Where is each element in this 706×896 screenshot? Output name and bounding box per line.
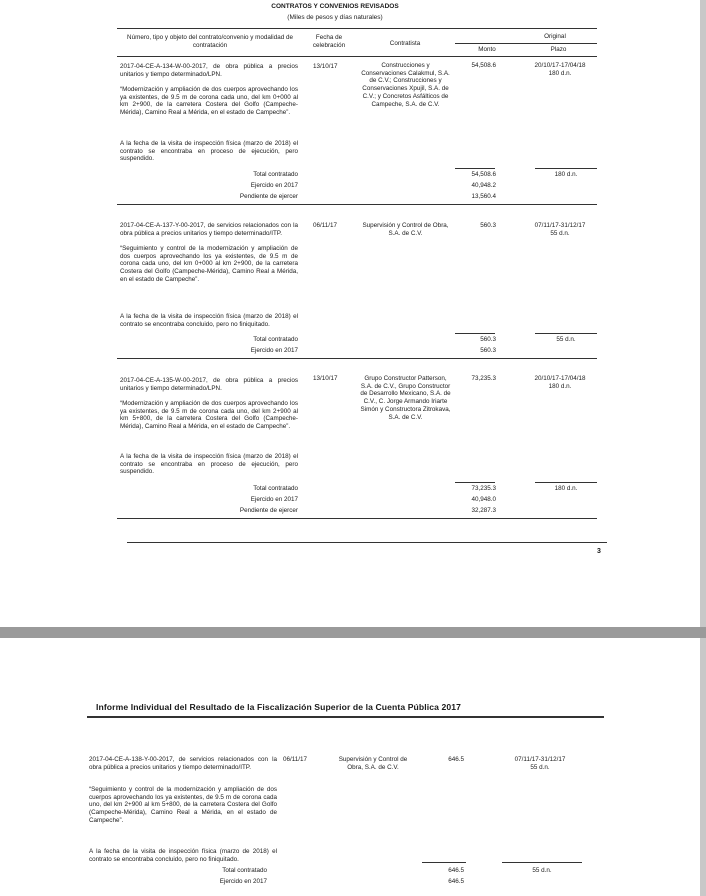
contract-objective: “Seguimiento y control de la modernización y ampliación de dos cuerpos aprovechando los ya existentes, de 9.5 m de corona cada uno, del km 2+900 al km 5+800, de la carretera Costera del Golfo (Campeche-Mérida), Camino Real a Mérida, en el estado de Campeche”. xyxy=(89,786,277,824)
contract-status-note: A la fecha de la visita de inspección física (marzo de 2018) el contrato se encontraba en proceso de ejecución, pero suspendido. xyxy=(120,140,298,163)
total-label: Ejercido en 2017 xyxy=(250,182,298,189)
total-value: 646.5 xyxy=(448,878,464,885)
total-rule xyxy=(502,862,582,863)
total-value: 646.5 xyxy=(448,867,464,874)
contract-description: 2017-04-CE-A-135-W-00-2017, de obra pública a precios unitarios y tiempo determinado/LPN. xyxy=(120,377,298,392)
contract-contractor: Supervisión y Control de Obra, S.A. de C.V. xyxy=(362,222,449,237)
total-value: 73,235.3 xyxy=(471,485,496,492)
header-contratista: Contratista xyxy=(389,40,421,47)
contract-objective: “Modernización y ampliación de dos cuerpos aprovechando los ya existentes, de 9.5 m de corona cada uno, del km 2+900 al km 5+800, de la carretera Costera del Golfo (Campeche-Mérida), Camino Real a Mérida, en el estado de Campeche”. xyxy=(120,400,298,431)
contract-date: 06/11/17 xyxy=(283,756,308,763)
total-label: Total contratado xyxy=(253,485,298,492)
contract-period-days: 180 d.n. xyxy=(548,70,572,77)
row-separator xyxy=(117,518,597,519)
contract-amount: 646.5 xyxy=(448,756,464,763)
total-rule xyxy=(422,862,466,863)
contract-description: 2017-04-CE-A-138-Y-00-2017, de servicios relacionados con la obra pública a precios unitarios y tiempo determinado/ITP. xyxy=(89,756,277,771)
total-plazo: 180 d.n. xyxy=(554,171,578,178)
contract-period-days: 55 d.n. xyxy=(550,230,570,237)
contract-objective: “Seguimiento y control de la modernización y ampliación de dos cuerpos aprovechando los ya existentes, de 9.5 m de corona cada uno, del km 0+000 al km 2+900, de la carretera Costera del Golfo (Campeche-Mérida), Camino Real a Mérida, en el estado de Campeche”. xyxy=(120,245,298,283)
total-value: 32,287.3 xyxy=(471,507,496,514)
table-top-rule xyxy=(117,28,597,29)
contract-period: 07/11/17-31/12/17 xyxy=(514,756,566,763)
total-rule xyxy=(535,482,597,483)
total-value: 560.3 xyxy=(480,336,496,343)
total-value: 560.3 xyxy=(480,347,496,354)
contract-period: 07/11/17-31/12/17 xyxy=(534,222,586,229)
header-bottom-rule xyxy=(117,56,597,57)
page-number: 3 xyxy=(597,548,601,555)
total-plazo: 55 d.n. xyxy=(532,867,552,874)
total-rule xyxy=(535,333,597,334)
total-rule xyxy=(455,168,495,169)
contract-contractor: Supervisión y Control de Obra, S.A. de C.V. xyxy=(338,756,408,771)
report-title: Informe Individual del Resultado de la Fiscalización Superior de la Cuenta Pública 2017 xyxy=(96,702,461,712)
contract-status-note: A la fecha de la visita de inspección física (marzo de 2018) el contrato se encontraba concluido, pero no finiquitado. xyxy=(89,848,277,863)
total-label: Ejercido en 2017 xyxy=(250,347,298,354)
row-separator xyxy=(117,204,597,205)
total-value: 54,508.6 xyxy=(471,171,496,178)
viewer-scroll-strip xyxy=(700,0,706,896)
total-label: Total contratado xyxy=(222,867,267,874)
contract-amount: 560.3 xyxy=(480,222,496,229)
document-page-2 xyxy=(0,638,700,896)
page-footer-rule xyxy=(127,542,607,543)
contract-description: 2017-04-CE-A-134-W-00-2017, de obra pública a precios unitarios y tiempo determinado/LPN. xyxy=(120,63,298,78)
header-contract: Número, tipo y objeto del contrato/convenio y modalidad de contratación xyxy=(127,34,293,49)
contract-period: 20/10/17-17/04/18 xyxy=(534,375,586,382)
total-value: 13,560.4 xyxy=(471,193,496,200)
contract-date: 13/10/17 xyxy=(313,375,338,382)
header-monto: Monto xyxy=(478,46,496,53)
header-plazo: Plazo xyxy=(550,46,567,53)
total-rule xyxy=(535,168,597,169)
contract-amount: 73,235.3 xyxy=(471,375,496,382)
contract-objective: “Modernización y ampliación de dos cuerpos aprovechando los ya existentes, de 9.5 m de corona cada uno, del km 0+000 al km 2+900, de la carretera Costera del Golfo (Campeche-Mérida), Camino Real a Mérida, en el estado de Campeche”. xyxy=(120,86,298,117)
contract-date: 06/11/17 xyxy=(313,222,338,229)
header-fecha: Fecha de celebración xyxy=(312,34,346,49)
table-title: CONTRATOS Y CONVENIOS REVISADOS xyxy=(271,3,399,10)
total-value: 40,948.2 xyxy=(471,182,496,189)
row-separator xyxy=(117,358,597,359)
contract-contractor: Construcciones y Conservaciones Calakmul, S.A. de C.V.; Construcciones y Conservaciones Xpujil, S.A. de C.V.; y Concretos Asfálticos de Campeche, S.A. de C.V. xyxy=(361,62,450,108)
page-gap xyxy=(0,627,706,638)
total-rule xyxy=(455,482,495,483)
report-title-rule xyxy=(87,716,604,718)
total-plazo: 55 d.n. xyxy=(556,336,576,343)
total-rule xyxy=(455,333,495,334)
contract-description: 2017-04-CE-A-137-Y-00-2017, de servicios relacionados con la obra pública a precios unitarios y tiempo determinado/ITP. xyxy=(120,222,298,237)
header-original: Original xyxy=(544,33,566,40)
total-value: 40,948.0 xyxy=(471,496,496,503)
contract-contractor: Grupo Constructor Patterson, S.A. de C.V., Grupo Constructor de Desarrollo Mexicano, S.A. de C.V., C. Jorge Armando Iriarte Simón y Constructora Zitrokava, S.A. de C.V. xyxy=(360,375,451,421)
total-label: Ejercido en 2017 xyxy=(219,878,267,885)
total-label: Ejercido en 2017 xyxy=(250,496,298,503)
total-label: Pendiente de ejercer xyxy=(239,507,298,514)
contract-date: 13/10/17 xyxy=(313,63,338,70)
contract-period: 20/10/17-17/04/18 xyxy=(534,62,586,69)
total-label: Pendiente de ejercer xyxy=(239,193,298,200)
total-label: Total contratado xyxy=(253,336,298,343)
total-plazo: 180 d.n. xyxy=(554,485,578,492)
contract-period-days: 55 d.n. xyxy=(530,764,550,771)
contract-status-note: A la fecha de la visita de inspección física (marzo de 2018) el contrato se encontraba concluido, pero no finiquitado. xyxy=(120,313,298,328)
header-group-rule xyxy=(455,43,597,44)
contract-status-note: A la fecha de la visita de inspección física (marzo de 2018) el contrato se encontraba en proceso de ejecución, pero suspendido. xyxy=(120,453,298,476)
contract-amount: 54,508.6 xyxy=(471,62,496,69)
contract-period-days: 180 d.n. xyxy=(548,383,572,390)
total-label: Total contratado xyxy=(253,171,298,178)
table-subtitle: (Miles de pesos y días naturales) xyxy=(287,14,383,21)
